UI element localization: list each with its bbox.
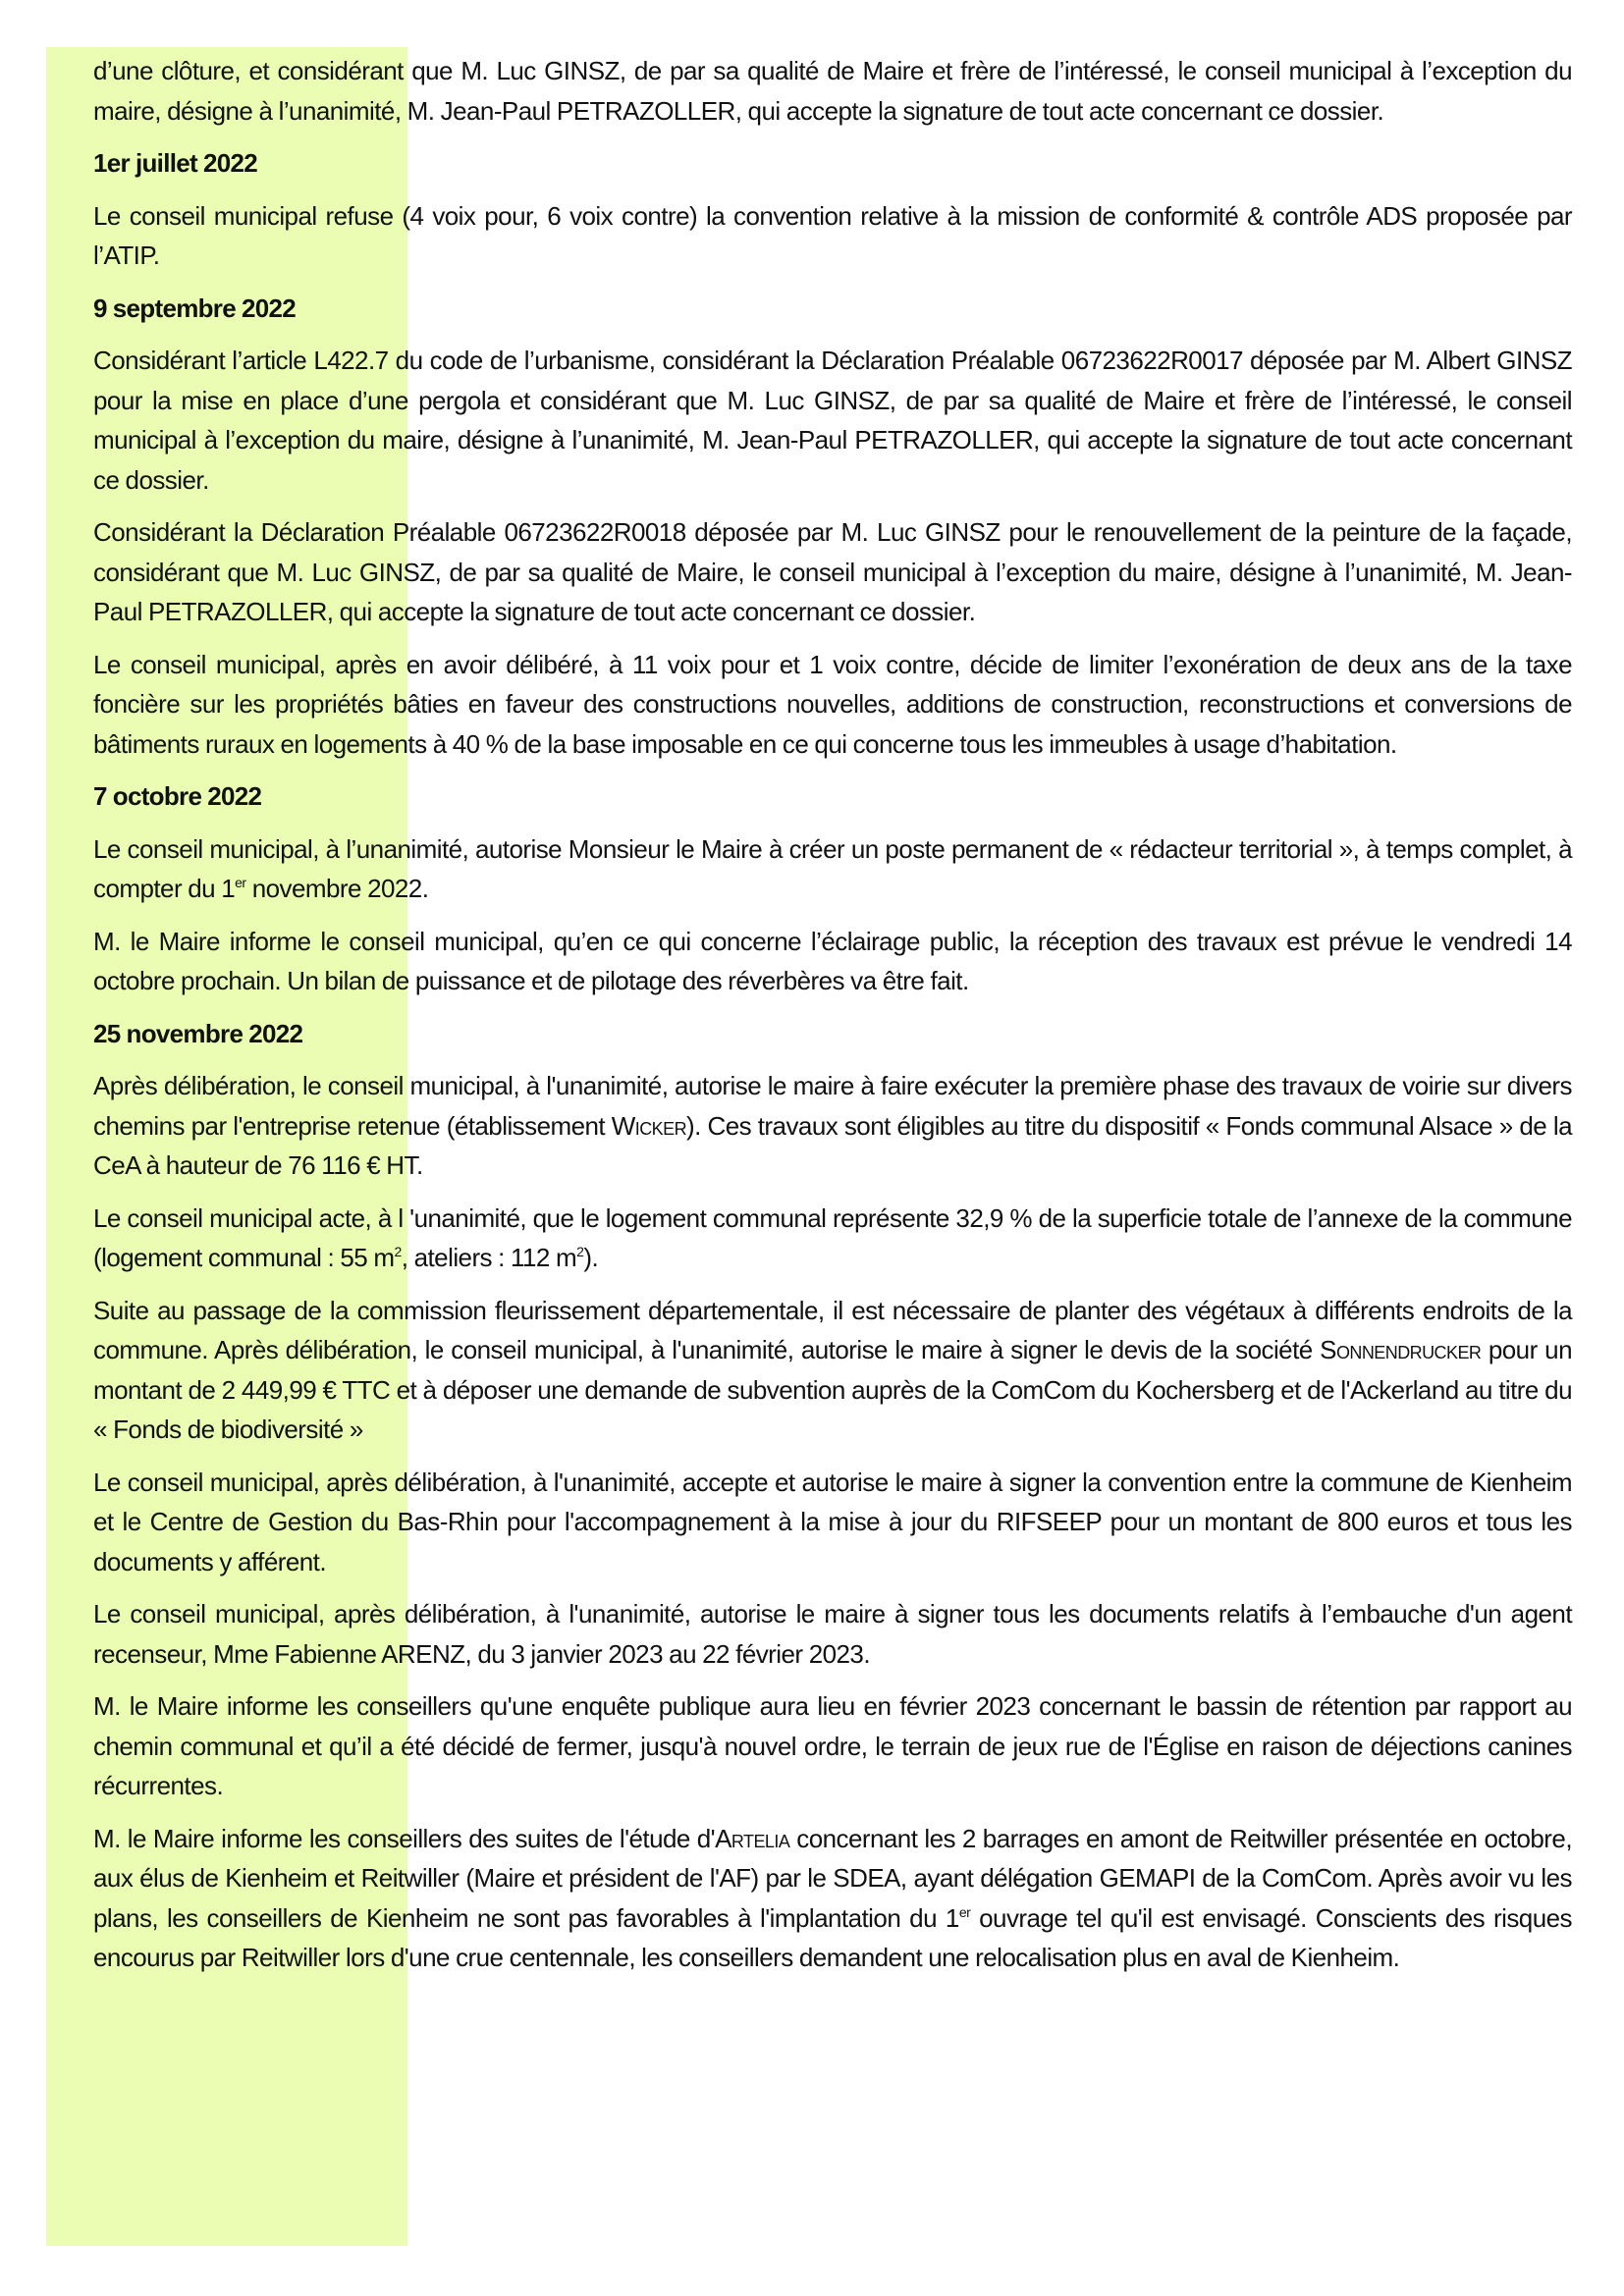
text-run: , ateliers : 112 m xyxy=(401,1243,577,1272)
text-run: concernant les 2 barrages en amont de Reitwiller présentée en octobre, aux élus de Kienheim et Reitwiller (Maire et président de l'AF) par le SDEA, ayant délégation GEMAPI de la ComCom. Après avoir vu les plans, les conseillers de Kienheim ne sont pas favorables à l'implantation du 1 xyxy=(93,1823,1572,1933)
paragraph: Le conseil municipal, après délibération, à l'unanimité, autorise le maire à signer tous les documents relatifs à l’embauche d'un agent recenseur, Mme Fabienne ARENZ, du 3 janvier 2023 au 22 février 2023. xyxy=(93,1599,1572,1669)
text-run: Le conseil municipal acte, à l 'unanimité, que le logement communal représente 32,9 % de la superficie totale de l’annexe de la commune (logement communal : 55 m xyxy=(93,1202,1572,1272)
text-run: pour un montant de 2 449,99 € TTC et à déposer une demande de subvention auprès de la ComCom du Kochersberg et de l'Ackerland au titre du « Fonds de biodiversité » xyxy=(93,1335,1572,1444)
paragraph xyxy=(93,1291,1572,1450)
paragraph xyxy=(93,1199,1572,1278)
paragraph xyxy=(93,1819,1572,1978)
text-run: M. le Maire informe les conseillers des suites de l'étude d' xyxy=(93,1823,716,1853)
document-body xyxy=(93,51,1572,1991)
superscript: 2 xyxy=(394,1244,402,1259)
text-run: ). Ces travaux sont éligibles au titre du dispositif « Fonds communal Alsace » de la CeA à hauteur de 76 116 € HT. xyxy=(93,1110,1572,1180)
paragraph: Le conseil municipal refuse (4 voix pour, 6 voix contre) la convention relative à la mission de conformité & contrôle ADS proposée par l’ATIP. xyxy=(93,200,1572,270)
session-date-heading: 25 novembre 2022 xyxy=(93,1018,303,1048)
paragraph: Considérant l’article L422.7 du code de l’urbanisme, considérant la Déclaration Préalable 06723622R0017 déposée par M. Albert GINSZ pour la mise en place d’une pergola et considérant que M. Luc GINSZ, de par sa qualité de Maire et frère de l’intéressé, le conseil municipal à l’exception du maire, désigne à l’unanimité, M. Jean-Paul PETRAZOLLER, qui accepte la signature de tout acte concernant ce dossier. xyxy=(93,346,1572,495)
text-run: ouvrage tel qu'il est envisagé. Conscients des risques encourus par Reitwiller lors d'une crue centennale, les conseillers demandent une relocalisation plus en aval de Kienheim. xyxy=(93,1902,1572,1972)
superscript: er xyxy=(235,875,246,890)
paragraph: Le conseil municipal, après délibération, à l'unanimité, accepte et autorise le maire à signer la convention entre la commune de Kienheim et le Centre de Gestion du Bas-Rhin pour l'accompagnement à la mise à jour du RIFSEEP pour un montant de 800 euros et tous les documents y afférent. xyxy=(93,1467,1572,1576)
superscript: 2 xyxy=(576,1244,584,1259)
paragraph: Considérant la Déclaration Préalable 06723622R0018 déposée par M. Luc GINSZ pour le renouvellement de la peinture de la façade, considérant que M. Luc GINSZ, de par sa qualité de Maire, le conseil municipal à l’exception du maire, désigne à l’unanimité, M. Jean-Paul PETRAZOLLER, qui accepte la signature de tout acte concernant ce dossier. xyxy=(93,517,1572,626)
text-run: Suite au passage de la commission fleurissement départementale, il est nécessaire de planter des végétaux à différents endroits de la commune. Après délibération, le conseil municipal, à l'unanimité, autorise le maire à signer le devis de la société xyxy=(93,1295,1572,1364)
session-date-heading: 7 octobre 2022 xyxy=(93,781,262,811)
text-run: ). xyxy=(583,1243,599,1272)
session-date-heading: 9 septembre 2022 xyxy=(93,293,297,323)
paragraph: M. le Maire informe les conseillers qu'une enquête publique aura lieu en février 2023 concernant le bassin de rétention par rapport au chemin communal et qu’il a été décidé de fermer, jusqu'à nouvel ordre, le terrain de jeux rue de l'Église en raison de déjections canines récurrentes. xyxy=(93,1691,1572,1800)
paragraph: Le conseil municipal, après en avoir délibéré, à 11 voix pour et 1 voix contre, décide de limiter l’exonération de deux ans de la taxe foncière sur les propriétés bâties en faveur des constructions nouvelles, additions de construction, reconstructions et conversions de bâtiments ruraux en logements à 40 % de la base imposable en ce qui concerne tous les immeubles à usage d’habitation. xyxy=(93,649,1572,759)
text-run: Après délibération, le conseil municipal, à l'unanimité, autorise le maire à faire exécuter la première phase des travaux de voirie sur divers chemins par l'entreprise retenue (établissement xyxy=(93,1071,1572,1141)
superscript: er xyxy=(958,1903,971,1920)
company-name: Artelia xyxy=(715,1823,790,1853)
text-run: novembre 2022. xyxy=(245,874,429,903)
company-name: Wicker xyxy=(611,1110,687,1141)
paragraph xyxy=(93,829,1572,909)
company-name: Sonnendrucker xyxy=(1320,1335,1482,1364)
paragraph: M. le Maire informe le conseil municipal, qu’en ce qui concerne l’éclairage public, la réception des travaux est prévue le vendredi 14 octobre prochain. Un bilan de puissance et de pilotage des réverbères va être fait. xyxy=(93,926,1572,995)
paragraph xyxy=(93,1066,1572,1186)
paragraph: d’une clôture, et considérant que M. Luc GINSZ, de par sa qualité de Maire et frère de l’intéressé, le conseil municipal à l’exception du maire, désigne à l’unanimité, M. Jean-Paul PETRAZOLLER, qui accepte la signature de tout acte concernant ce dossier. xyxy=(93,56,1572,126)
text-run: Le conseil municipal, à l’unanimité, autorise Monsieur le Maire à créer un poste permanent de « rédacteur territorial », à temps complet, à compter du 1 xyxy=(93,833,1572,903)
session-date-heading: 1er juillet 2022 xyxy=(93,148,258,178)
